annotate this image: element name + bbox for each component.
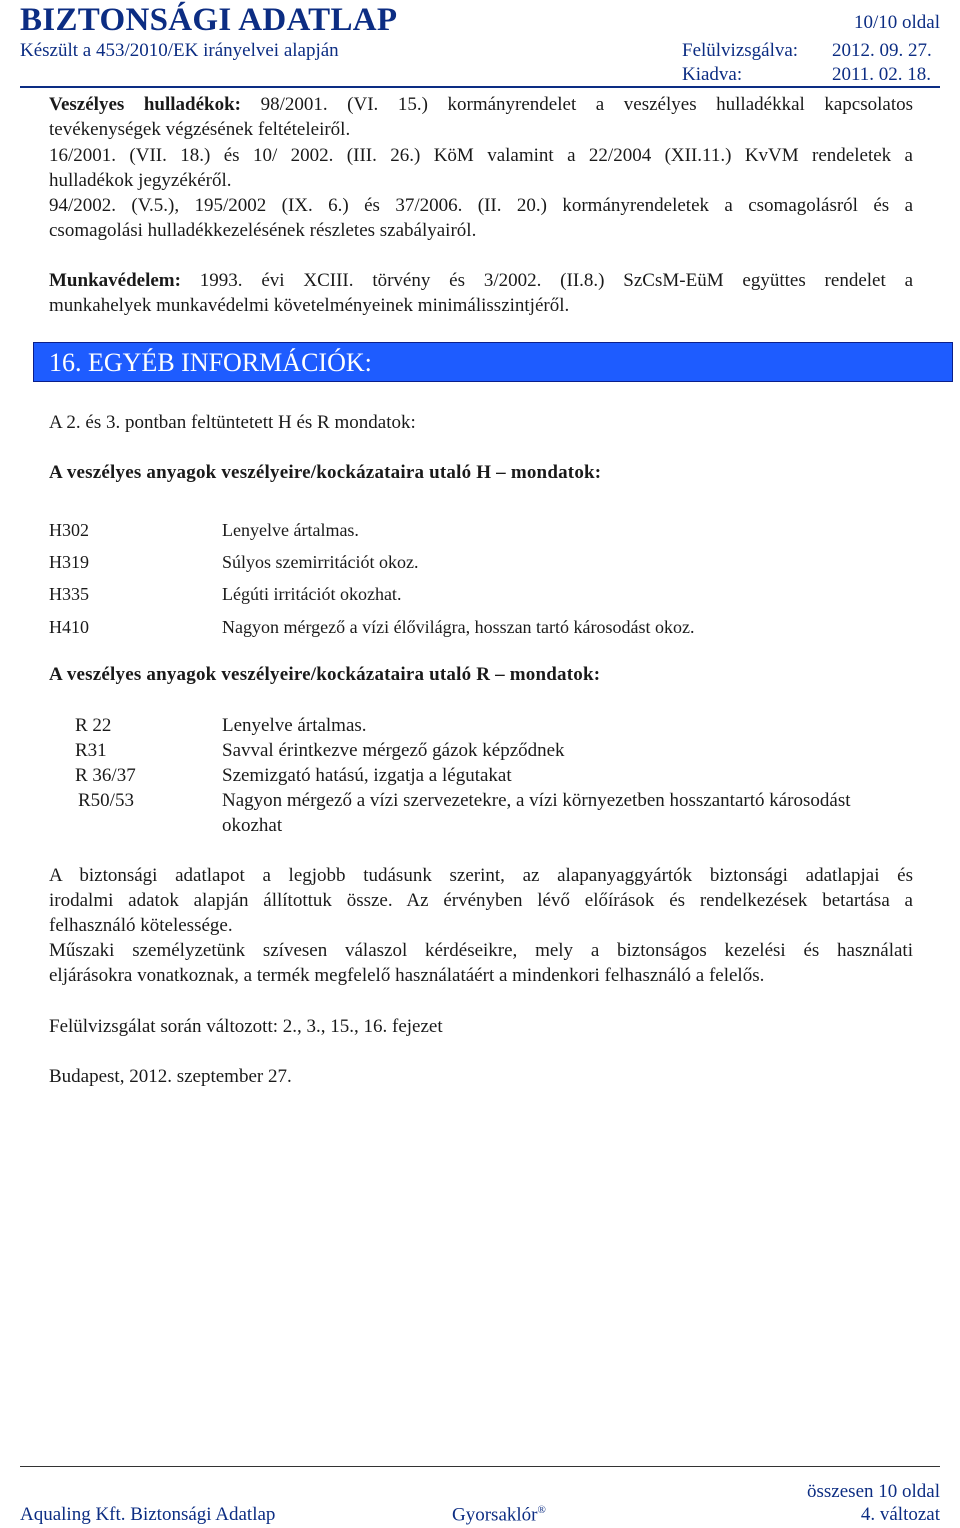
page-number: 10/10 oldal <box>853 12 940 33</box>
h-statements-heading: A veszélyes anyagok veszélyeire/kockázataira utaló H – mondatok: <box>49 462 602 483</box>
labor-line-2: munkahelyek munkavédelmi követelményeinek minimálisszintjéről. <box>49 295 570 316</box>
h-code: H410 <box>49 617 89 637</box>
labor-text-1: 1993. évi XCIII. törvény és 3/2002. (II.8.) SzCsM-EüM együttes rendelet a <box>180 270 913 291</box>
section-16-header <box>33 342 953 382</box>
issued-date: 2011. 02. 18. <box>832 64 932 85</box>
closing-line: Műszaki személyzetünk szívesen válaszol kérdéseikre, mely a biztonságos kezelési és használati <box>49 940 913 961</box>
waste-label: Veszélyes hulladékok: <box>49 94 241 115</box>
closing-line: irodalmi adatok alapján állítottuk össze. Az érvényben lévő előírások és rendelkezések betartása a <box>49 890 913 911</box>
section-16-title: 16. EGYÉB INFORMÁCIÓK: <box>49 348 372 377</box>
closing-line: eljárásokra vonatkoznak, a termék megfelelő használatáért a mindenkori felhasználó a felelős. <box>49 965 765 986</box>
document-title: BIZTONSÁGI ADATLAP <box>20 2 398 38</box>
waste-text-1: 98/2001. (VI. 15.) kormányrendelet a veszélyes hulladékkal kapcsolatos <box>241 94 913 115</box>
r-text: Lenyelve ártalmas. <box>222 715 367 736</box>
r-code: R 36/37 <box>75 765 136 786</box>
r-statements-heading: A veszélyes anyagok veszélyeire/kockázataira utaló R – mondatok: <box>49 664 601 685</box>
closing-line: felhasználó kötelessége. <box>49 915 233 936</box>
footer-company: Aqualing Kft. Biztonsági Adatlap <box>20 1504 276 1525</box>
r-code: R31 <box>75 740 107 761</box>
changes-note: Felülvizsgálat során változott: 2., 3., 15., 16. fejezet <box>49 1016 443 1037</box>
header-divider <box>20 86 940 88</box>
h-text: Lenyelve ártalmas. <box>222 520 359 540</box>
h-code: H302 <box>49 520 89 540</box>
h-text: Súlyos szemirritációt okoz. <box>222 552 419 572</box>
waste-line-2: tevékenységek végzésének feltételeiről. <box>49 119 351 140</box>
issued-label: Kiadva: <box>682 64 743 85</box>
revision-label: Felülvizsgálva: <box>682 40 799 61</box>
place-date: Budapest, 2012. szeptember 27. <box>49 1066 292 1087</box>
closing-line: A biztonsági adatlapot a legjobb tudásunk szerint, az alapanyaggyártók biztonsági adatlapjai és <box>49 865 913 886</box>
r-text: Savval érintkezve mérgező gázok képződnek <box>222 740 565 761</box>
h-text: Nagyon mérgező a vízi élővilágra, hosszan tartó károsodást okoz. <box>222 617 695 637</box>
waste-line-6: csomagolási hulladékkezelésének részletes szabályairól. <box>49 220 477 241</box>
footer-version: 4. változat <box>860 1504 940 1525</box>
waste-line-5: 94/2002. (V.5.), 195/2002 (IX. 6.) és 37/2006. (II. 20.) kormányrendeletek a csomagolásról és a <box>49 195 913 216</box>
total-pages: összesen 10 oldal <box>807 1481 940 1502</box>
waste-line-4: hulladékok jegyzékéről. <box>49 170 232 191</box>
r-code: R50/53 <box>78 790 134 811</box>
registered-mark: ® <box>537 1504 546 1516</box>
footer-product <box>452 1504 546 1526</box>
labor-line-1 <box>49 270 913 292</box>
revision-date: 2012. 09. 27. <box>832 40 932 61</box>
document-subtitle: Készült a 453/2010/EK irányelvei alapján <box>20 40 339 61</box>
waste-line-1 <box>49 94 913 116</box>
labor-label: Munkavédelem: <box>49 270 181 291</box>
h-text: Légúti irritációt okozhat. <box>222 584 402 604</box>
r-text: Nagyon mérgező a vízi szervezetekre, a vízi környezetben hosszantartó károsodást <box>222 790 851 811</box>
footer-divider <box>20 1466 940 1467</box>
r-text-continued: okozhat <box>222 815 283 836</box>
h-code: H335 <box>49 584 89 604</box>
r-code: R 22 <box>75 715 112 736</box>
waste-line-3: 16/2001. (VII. 18.) és 10/ 2002. (III. 26.) KöM valamint a 22/2004 (XII.11.) KvVM rendeletek a <box>49 145 913 166</box>
h-code: H319 <box>49 552 89 572</box>
r-text: Szemizgató hatású, izgatja a légutakat <box>222 765 512 786</box>
intro-text: A 2. és 3. pontban feltüntetett H és R mondatok: <box>49 412 416 433</box>
product-name: Gyorsaklór <box>452 1504 538 1526</box>
